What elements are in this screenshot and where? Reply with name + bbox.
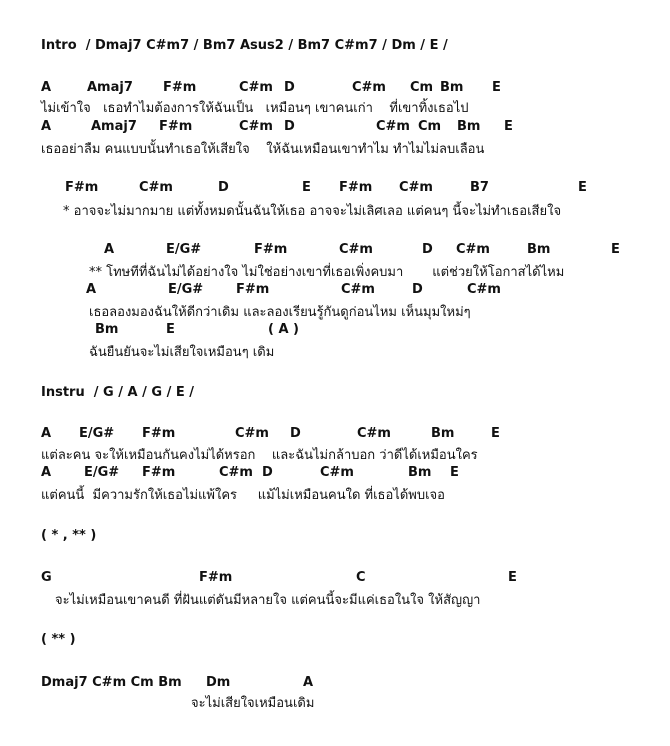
chord-symbol: G — [41, 570, 52, 585]
outro-chords — [0, 675, 670, 691]
verse2-lyric-2: แต่คนนี้ มีความรักให้เธอไม่แพ้ใคร แม้ไม่เหมือนคนใด ที่เธอได้พบเจอ — [41, 488, 445, 503]
chord-symbol: C#m — [219, 465, 253, 480]
chord-symbol: E/G# — [84, 465, 120, 480]
chord-symbol: Bm — [457, 119, 481, 134]
chord-symbol: C#m — [352, 80, 386, 95]
chorus2-lyric-3: ฉันยืนยันจะไม่เสียใจเหมือนๆ เดิม — [89, 345, 275, 360]
chord-symbol: F#m — [65, 180, 99, 195]
chord-symbol: Bm — [431, 426, 455, 441]
chord-symbol: C — [356, 570, 366, 585]
chord-symbol: C#m — [339, 242, 373, 257]
chord-symbol: A — [41, 465, 52, 480]
chord-symbol: C#m — [341, 282, 375, 297]
chord-symbol: E — [578, 180, 587, 195]
instru-line: Instru / G / A / G / E / — [41, 385, 194, 400]
bridge-lyric: จะไม่เหมือนเขาคนดี ที่ฝันแต่ดันมีหลายใจ แต่คนนี้จะมีแค่เธอในใจ ให้สัญญา — [55, 593, 481, 608]
chord-symbol: E — [491, 426, 500, 441]
chord-symbol: C#m — [239, 119, 273, 134]
chord-symbol: E — [492, 80, 501, 95]
chorus2-chords-1 — [0, 242, 670, 258]
chord-symbol: E — [166, 322, 175, 337]
chord-symbol: Bm — [527, 242, 551, 257]
chord-symbol: D — [284, 119, 295, 134]
chord-symbol: A — [303, 675, 314, 690]
outro-lyric: จะไม่เสียใจเหมือนเดิม — [191, 696, 315, 711]
intro-line: Intro / Dmaj7 C#m7 / Bm7 Asus2 / Bm7 C#m7 / Dm / E / — [41, 38, 448, 53]
chord-symbol: Bm — [408, 465, 432, 480]
repeat-chorus2-marker: ( ** ) — [41, 632, 76, 647]
verse1-lyric-1: ไม่เข้าใจ เธอทำไมต้องการให้ฉันเป็น เหมือนๆ เขาคนเก่า ที่เขาทิ้งเธอไป — [41, 101, 469, 116]
chord-symbol: C#m — [320, 465, 354, 480]
verse2-chords-2 — [0, 465, 670, 481]
chord-symbol: A — [86, 282, 97, 297]
chord-symbol: C#m — [357, 426, 391, 441]
chord-symbol: E — [508, 570, 517, 585]
chorus2-lyric-2: เธอลองมองฉันให้ดีกว่าเดิม และลองเรียนรู้กันดูก่อนไหม เห็นมุมใหม่ๆ — [89, 305, 471, 320]
chord-symbol: E/G# — [166, 242, 202, 257]
chord-symbol: F#m — [163, 80, 197, 95]
chord-symbol: F#m — [199, 570, 233, 585]
verse2-lyric-1: แต่ละคน จะให้เหมือนกันคงไม่ได้หรอก และฉันไม่กล้าบอก ว่าดีได้เหมือนใคร — [41, 448, 478, 463]
chord-symbol: F#m — [159, 119, 193, 134]
verse1-chords-2 — [0, 119, 670, 135]
chord-symbol: B7 — [470, 180, 489, 195]
chord-symbol: D — [422, 242, 433, 257]
chord-symbol: C#m — [139, 180, 173, 195]
chord-symbol: E/G# — [168, 282, 204, 297]
chord-symbol: C#m — [235, 426, 269, 441]
chord-symbol: Cm — [418, 119, 442, 134]
chord-symbol: C#m — [467, 282, 501, 297]
chord-symbol: Bm — [95, 322, 119, 337]
chord-symbol: E — [450, 465, 459, 480]
bridge-chords — [0, 570, 670, 586]
chord-symbol: F#m — [254, 242, 288, 257]
verse2-chords-1 — [0, 426, 670, 442]
chord-symbol: E — [302, 180, 311, 195]
chord-symbol: ( A ) — [268, 322, 299, 337]
chord-symbol: D — [262, 465, 273, 480]
chord-symbol: F#m — [142, 465, 176, 480]
chord-symbol: Amaj7 — [91, 119, 137, 134]
chord-symbol: Bm — [440, 80, 464, 95]
chord-symbol: F#m — [142, 426, 176, 441]
chord-symbol: D — [412, 282, 423, 297]
chorus2-lyric-1: ** โทษทีที่ฉันไม่ได้อย่างใจ ไม่ใช่อย่างเขาที่เธอเพิ่งคบมา แต่ช่วยให้โอกาสได้ไหม — [89, 265, 565, 280]
chord-symbol: C#m — [239, 80, 273, 95]
chord-symbol: A — [41, 426, 52, 441]
chord-symbol: F#m — [236, 282, 270, 297]
chord-symbol: A — [104, 242, 115, 257]
chord-symbol: C#m — [376, 119, 410, 134]
chord-symbol: E — [611, 242, 620, 257]
chord-symbol: E — [504, 119, 513, 134]
chord-symbol: Amaj7 — [87, 80, 133, 95]
verse1-lyric-2: เธออย่าลืม คนแบบนั้นทำเธอให้เสียใจ ให้ฉันเหมือนเขาทำไม ทำไมไม่ลบเลือน — [41, 142, 485, 157]
chord-symbol: E/G# — [79, 426, 115, 441]
chord-symbol: F#m — [339, 180, 373, 195]
chord-symbol: C#m — [399, 180, 433, 195]
chorus1-chords — [0, 180, 670, 196]
chord-symbol: D — [290, 426, 301, 441]
chorus1-lyric: * อาจจะไม่มากมาย แต่ทั้งหมดนั้นฉันให้เธอ อาจจะไม่เลิศเลอ แต่คนๆ นี้จะไม่ทำเธอเสียใจ — [63, 204, 562, 219]
chorus2-chords-2 — [0, 282, 670, 298]
chord-symbol: Dmaj7 C#m Cm Bm — [41, 675, 182, 690]
repeat-chorus-marker: ( * , ** ) — [41, 528, 97, 543]
chord-symbol: Dm — [206, 675, 231, 690]
chord-symbol: D — [218, 180, 229, 195]
verse1-chords-1 — [0, 80, 670, 96]
chord-symbol: A — [41, 80, 52, 95]
chord-symbol: Cm — [410, 80, 434, 95]
chorus2-chords-3 — [0, 322, 670, 338]
chord-symbol: D — [284, 80, 295, 95]
chord-symbol: A — [41, 119, 52, 134]
chord-symbol: C#m — [456, 242, 490, 257]
